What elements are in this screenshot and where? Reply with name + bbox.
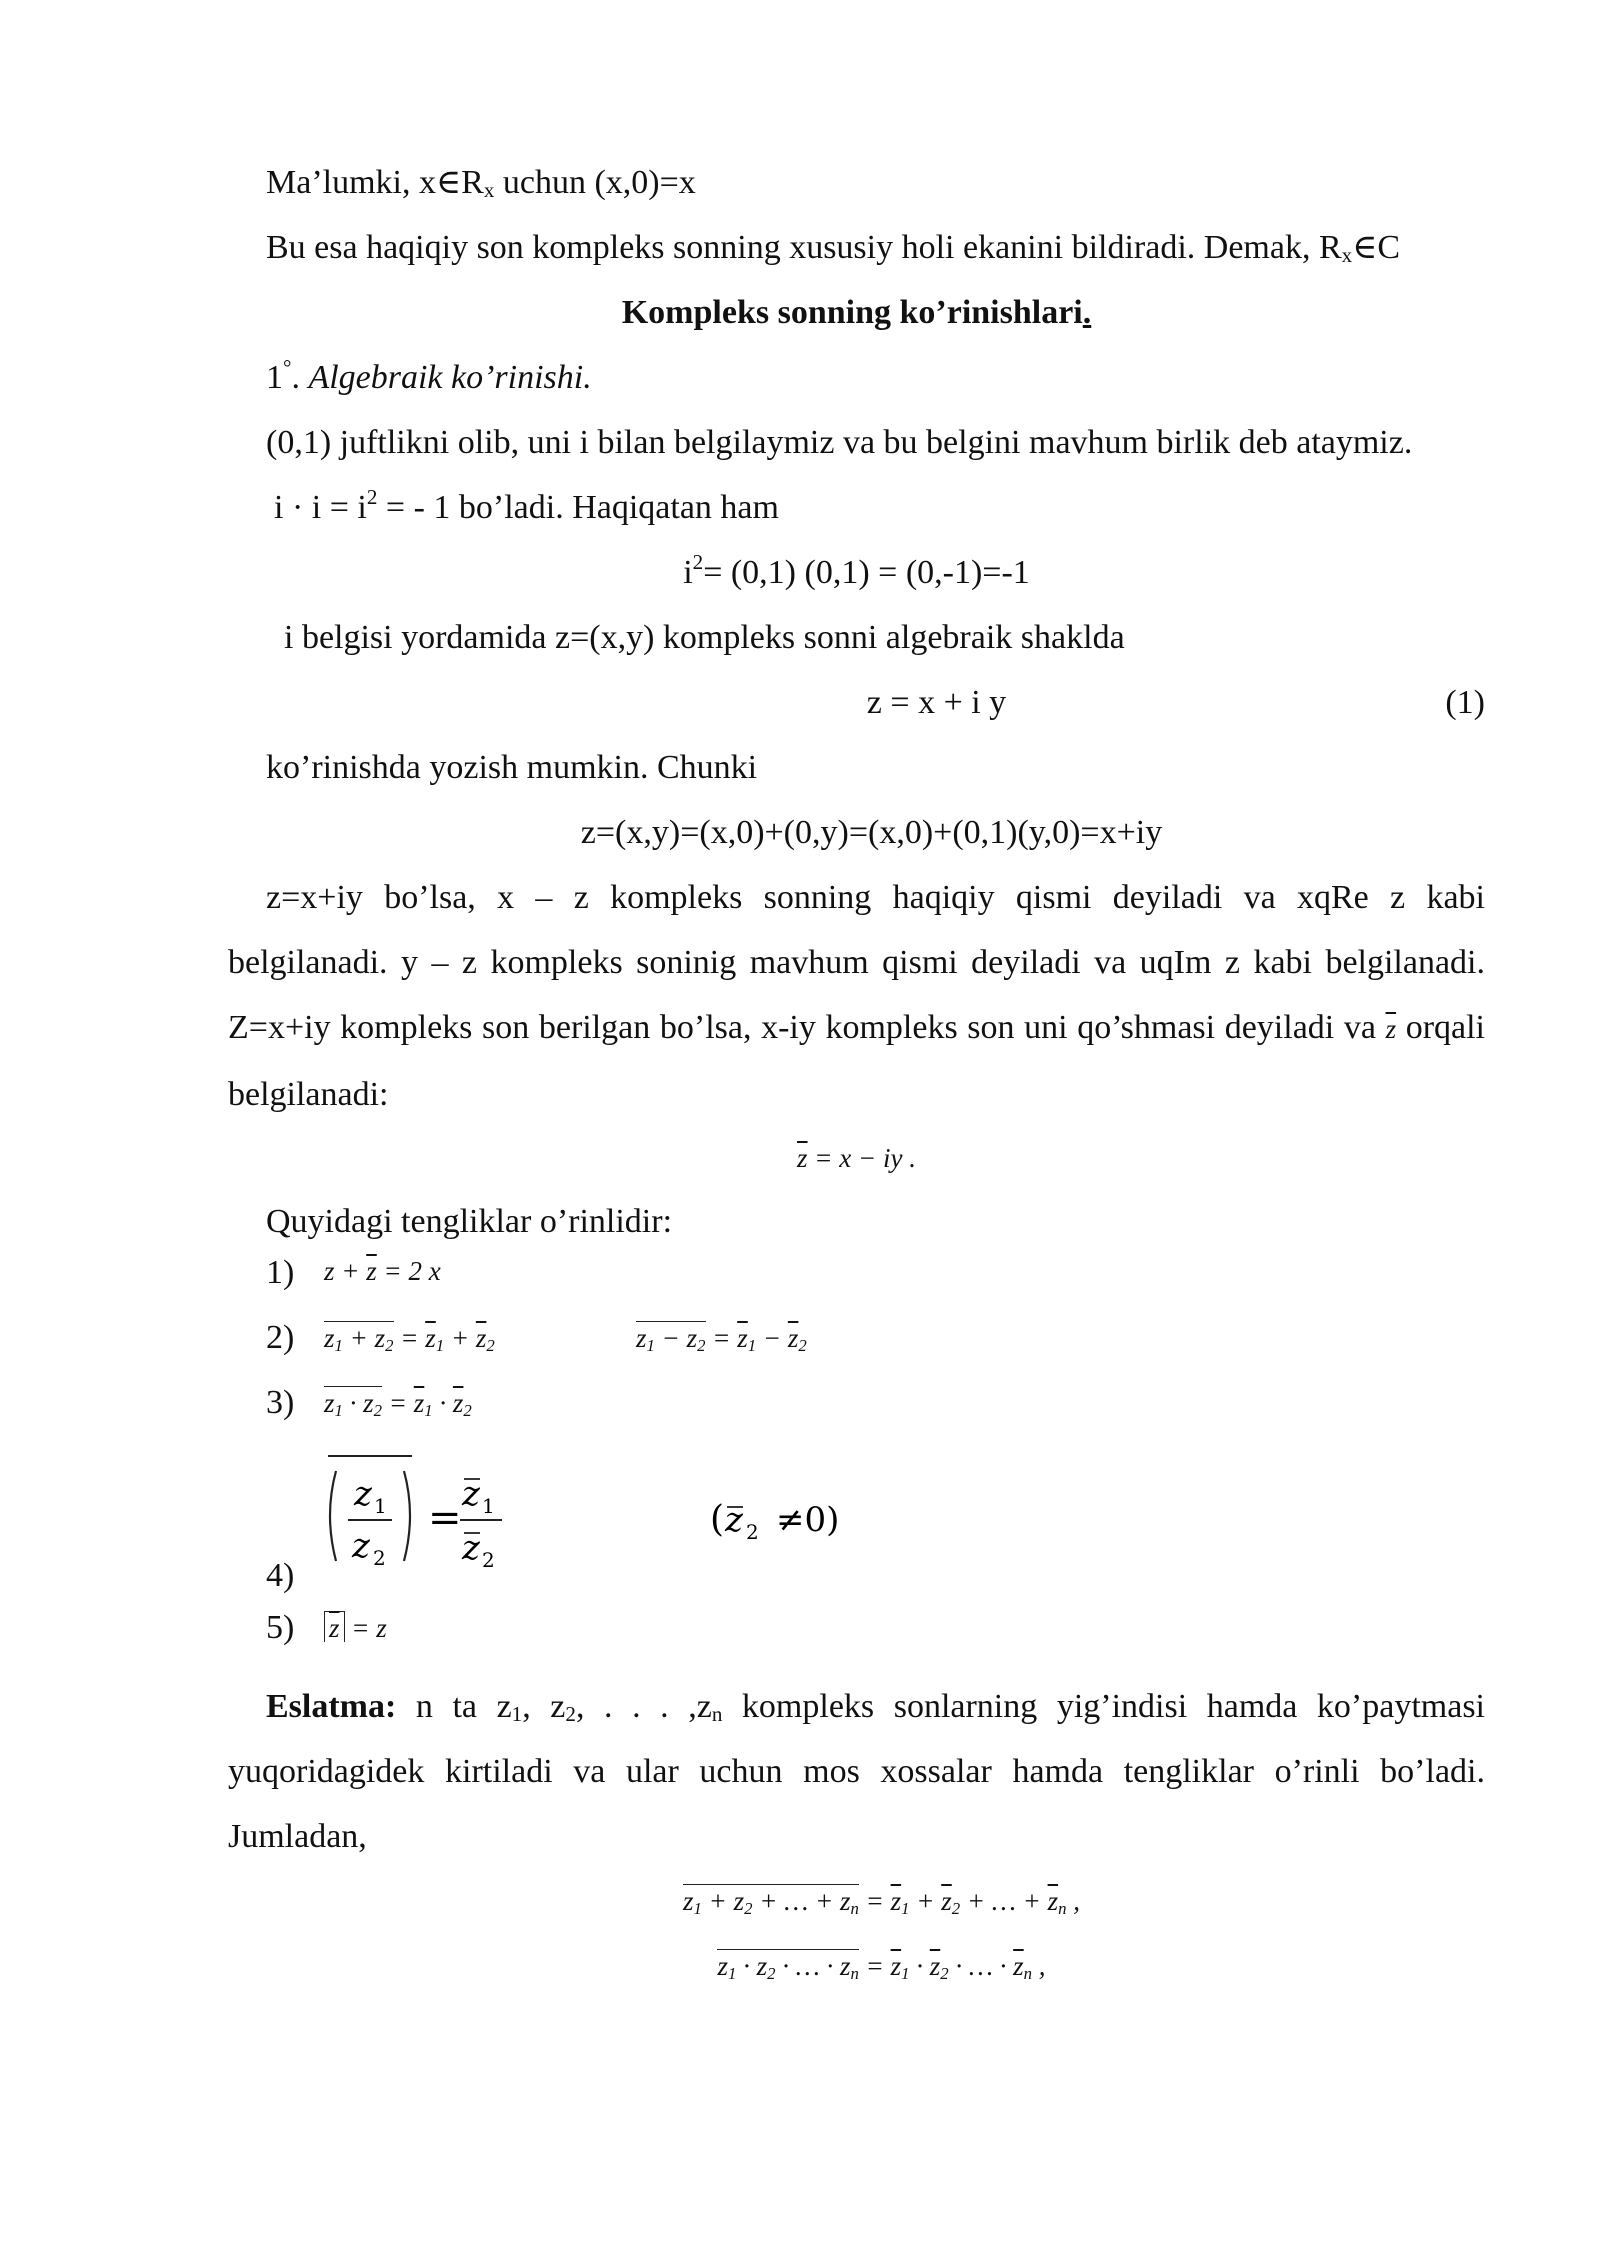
line-1: [228, 150, 1485, 215]
section-heading: [228, 280, 1485, 345]
formula-3: $z_1 \cdot z_2 = \overline{z}_1 \cdot \overline{z}_2$: [324, 1388, 472, 1420]
text: = (0,1) (0,1) = (0,-1)=-1: [703, 554, 1030, 591]
property-2: [228, 1319, 1485, 1384]
z-bar: $\overline{z}$: [797, 1143, 808, 1173]
document-page: [228, 150, 1485, 1999]
svg-text:2: 2: [373, 1546, 386, 1570]
svg-text:1: 1: [482, 1494, 495, 1518]
subsection-name: Algebraik ko’rinishi.: [308, 359, 592, 396]
svg-text:=: =: [428, 1495, 462, 1541]
item-label: 1): [266, 1254, 295, 1291]
svg-text:z: z: [354, 1474, 372, 1514]
equation-1: [228, 670, 1485, 735]
heading-text: Kompleks sonning ko’rinishlari: [621, 294, 1083, 331]
item-label: 4): [266, 1557, 295, 1594]
svg-text:z: z: [725, 1500, 743, 1540]
paragraph-3: i belgisi yordamida z=(x,y) kompleks sonni algebraik shaklda: [284, 619, 1125, 656]
property-3: [228, 1384, 1485, 1449]
line-2: [228, 215, 1485, 280]
svg-text:z: z: [462, 1474, 480, 1514]
text: kompleks sonlarning yig’indisi hamda ko’paytmasi yuqoridagidek kirtiladi va ular uchun mos xossalar hamda tengliklar o’rinli bo’ladi. Jumladan,: [228, 1688, 1486, 1855]
paragraph-5: [228, 865, 1485, 1127]
note-paragraph: [228, 1674, 1485, 1869]
text: i · i = i: [274, 489, 367, 526]
text: n ta z: [396, 1688, 512, 1725]
formula-2a: $z_1 + z_2 = \overline{z}_1 + \overline{z}_2$: [324, 1323, 495, 1355]
heading-dot: .: [1082, 294, 1092, 331]
equation-i-squared: [228, 540, 1485, 605]
svg-text:2: 2: [746, 1520, 759, 1544]
subscript: 2: [565, 1702, 576, 1726]
paragraph-2: [228, 475, 1485, 540]
text: = x − iy .: [807, 1143, 916, 1173]
superscript: 2: [366, 485, 378, 509]
svg-text:≠0): ≠0): [776, 1500, 840, 1540]
dot: .: [291, 359, 309, 396]
item-label: 3): [266, 1384, 295, 1421]
svg-text:1: 1: [374, 1494, 387, 1518]
equation-number: (1): [1445, 684, 1485, 721]
number: 1: [266, 359, 283, 396]
equation-2: z=(x,y)=(x,0)+(0,y)=(x,0)+(0,1)(y,0)=x+iy: [580, 814, 1163, 851]
subscript: x: [1341, 243, 1353, 267]
degree-sign: °: [283, 355, 292, 379]
item-label: 5): [266, 1609, 295, 1646]
item-label: 2): [266, 1319, 295, 1356]
text: orqali belgilanadi:: [228, 1009, 1485, 1113]
text: z=x+iy bo’lsa, x – z kompleks sonning haqiqiy qismi deyiladi va xqRe z kabi belgilanadi. y – z kompleks soninig mavhum qismi deyiladi va uqIm z kabi belgilanadi. Z=x+iy kompleks son berilgan bo’lsa, x-iy kompleks son uni qo’shmasi deyiladi va: [228, 879, 1485, 1046]
equation-text: z = x + i y: [866, 684, 1007, 721]
note-label: Eslatma:: [266, 1688, 397, 1725]
formula-product: $z_1 \cdot z_2$ · … · $z_n = \overline{z}_1 \cdot \overline{z}_2$ · … · $\overline{z}_n$ ,: [717, 1951, 1046, 1983]
svg-text:z: z: [352, 1526, 370, 1566]
svg-text:z: z: [462, 1528, 480, 1568]
text: Ma’lumki, x∈R: [266, 164, 484, 201]
text: , z: [522, 1688, 566, 1725]
text: ∈C: [1352, 229, 1401, 266]
formula-5: $\overline{z} = z$: [324, 1611, 387, 1644]
paragraph-1: (0,1) juftlikni olib, uni i bilan belgilaymiz va bu belgini mavhum birlik deb ataymiz.: [266, 424, 1413, 461]
z-bar: $\overline{z}$: [1385, 1014, 1397, 1044]
subscript: n: [711, 1702, 723, 1726]
property-1: [228, 1254, 1485, 1319]
paragraph-6: Quyidagi tengliklar o’rinlidir:: [266, 1203, 673, 1240]
svg-text:(: (: [710, 1499, 725, 1540]
formula-1: $z + \overline{z} = 2$ x: [324, 1256, 441, 1286]
paragraph-4: ko’rinishda yozish mumkin. Chunki: [266, 749, 758, 786]
formula-4: [228, 1449, 928, 1609]
text: uchun (x,0)=x: [494, 164, 696, 201]
property-4: [228, 1449, 1485, 1609]
text: , . . . ,z: [575, 1688, 712, 1725]
property-5: [228, 1609, 1485, 1674]
text: Bu esa haqiqiy son kompleks sonning xususiy holi ekanini bildiradi. Demak, R: [266, 229, 1342, 266]
text: = - 1 bo’ladi. Haqiqatan ham: [377, 489, 779, 526]
formula-sum: $z_1 + z_2$ + … + $z_n = \overline{z}_1 + \overline{z}_2$ + … + $\overline{z}_n$ ,: [683, 1886, 1080, 1918]
equation-conjugate: [228, 1127, 1485, 1189]
superscript: 2: [692, 550, 704, 574]
subscript: x: [483, 178, 495, 202]
subscript: 1: [511, 1702, 523, 1726]
subsection-title: [228, 345, 1485, 410]
svg-text:2: 2: [482, 1548, 495, 1572]
text: i: [683, 554, 693, 591]
formula-2b: $z_1 - z_2 = \overline{z}_1 - \overline{z}_2$: [636, 1323, 807, 1355]
